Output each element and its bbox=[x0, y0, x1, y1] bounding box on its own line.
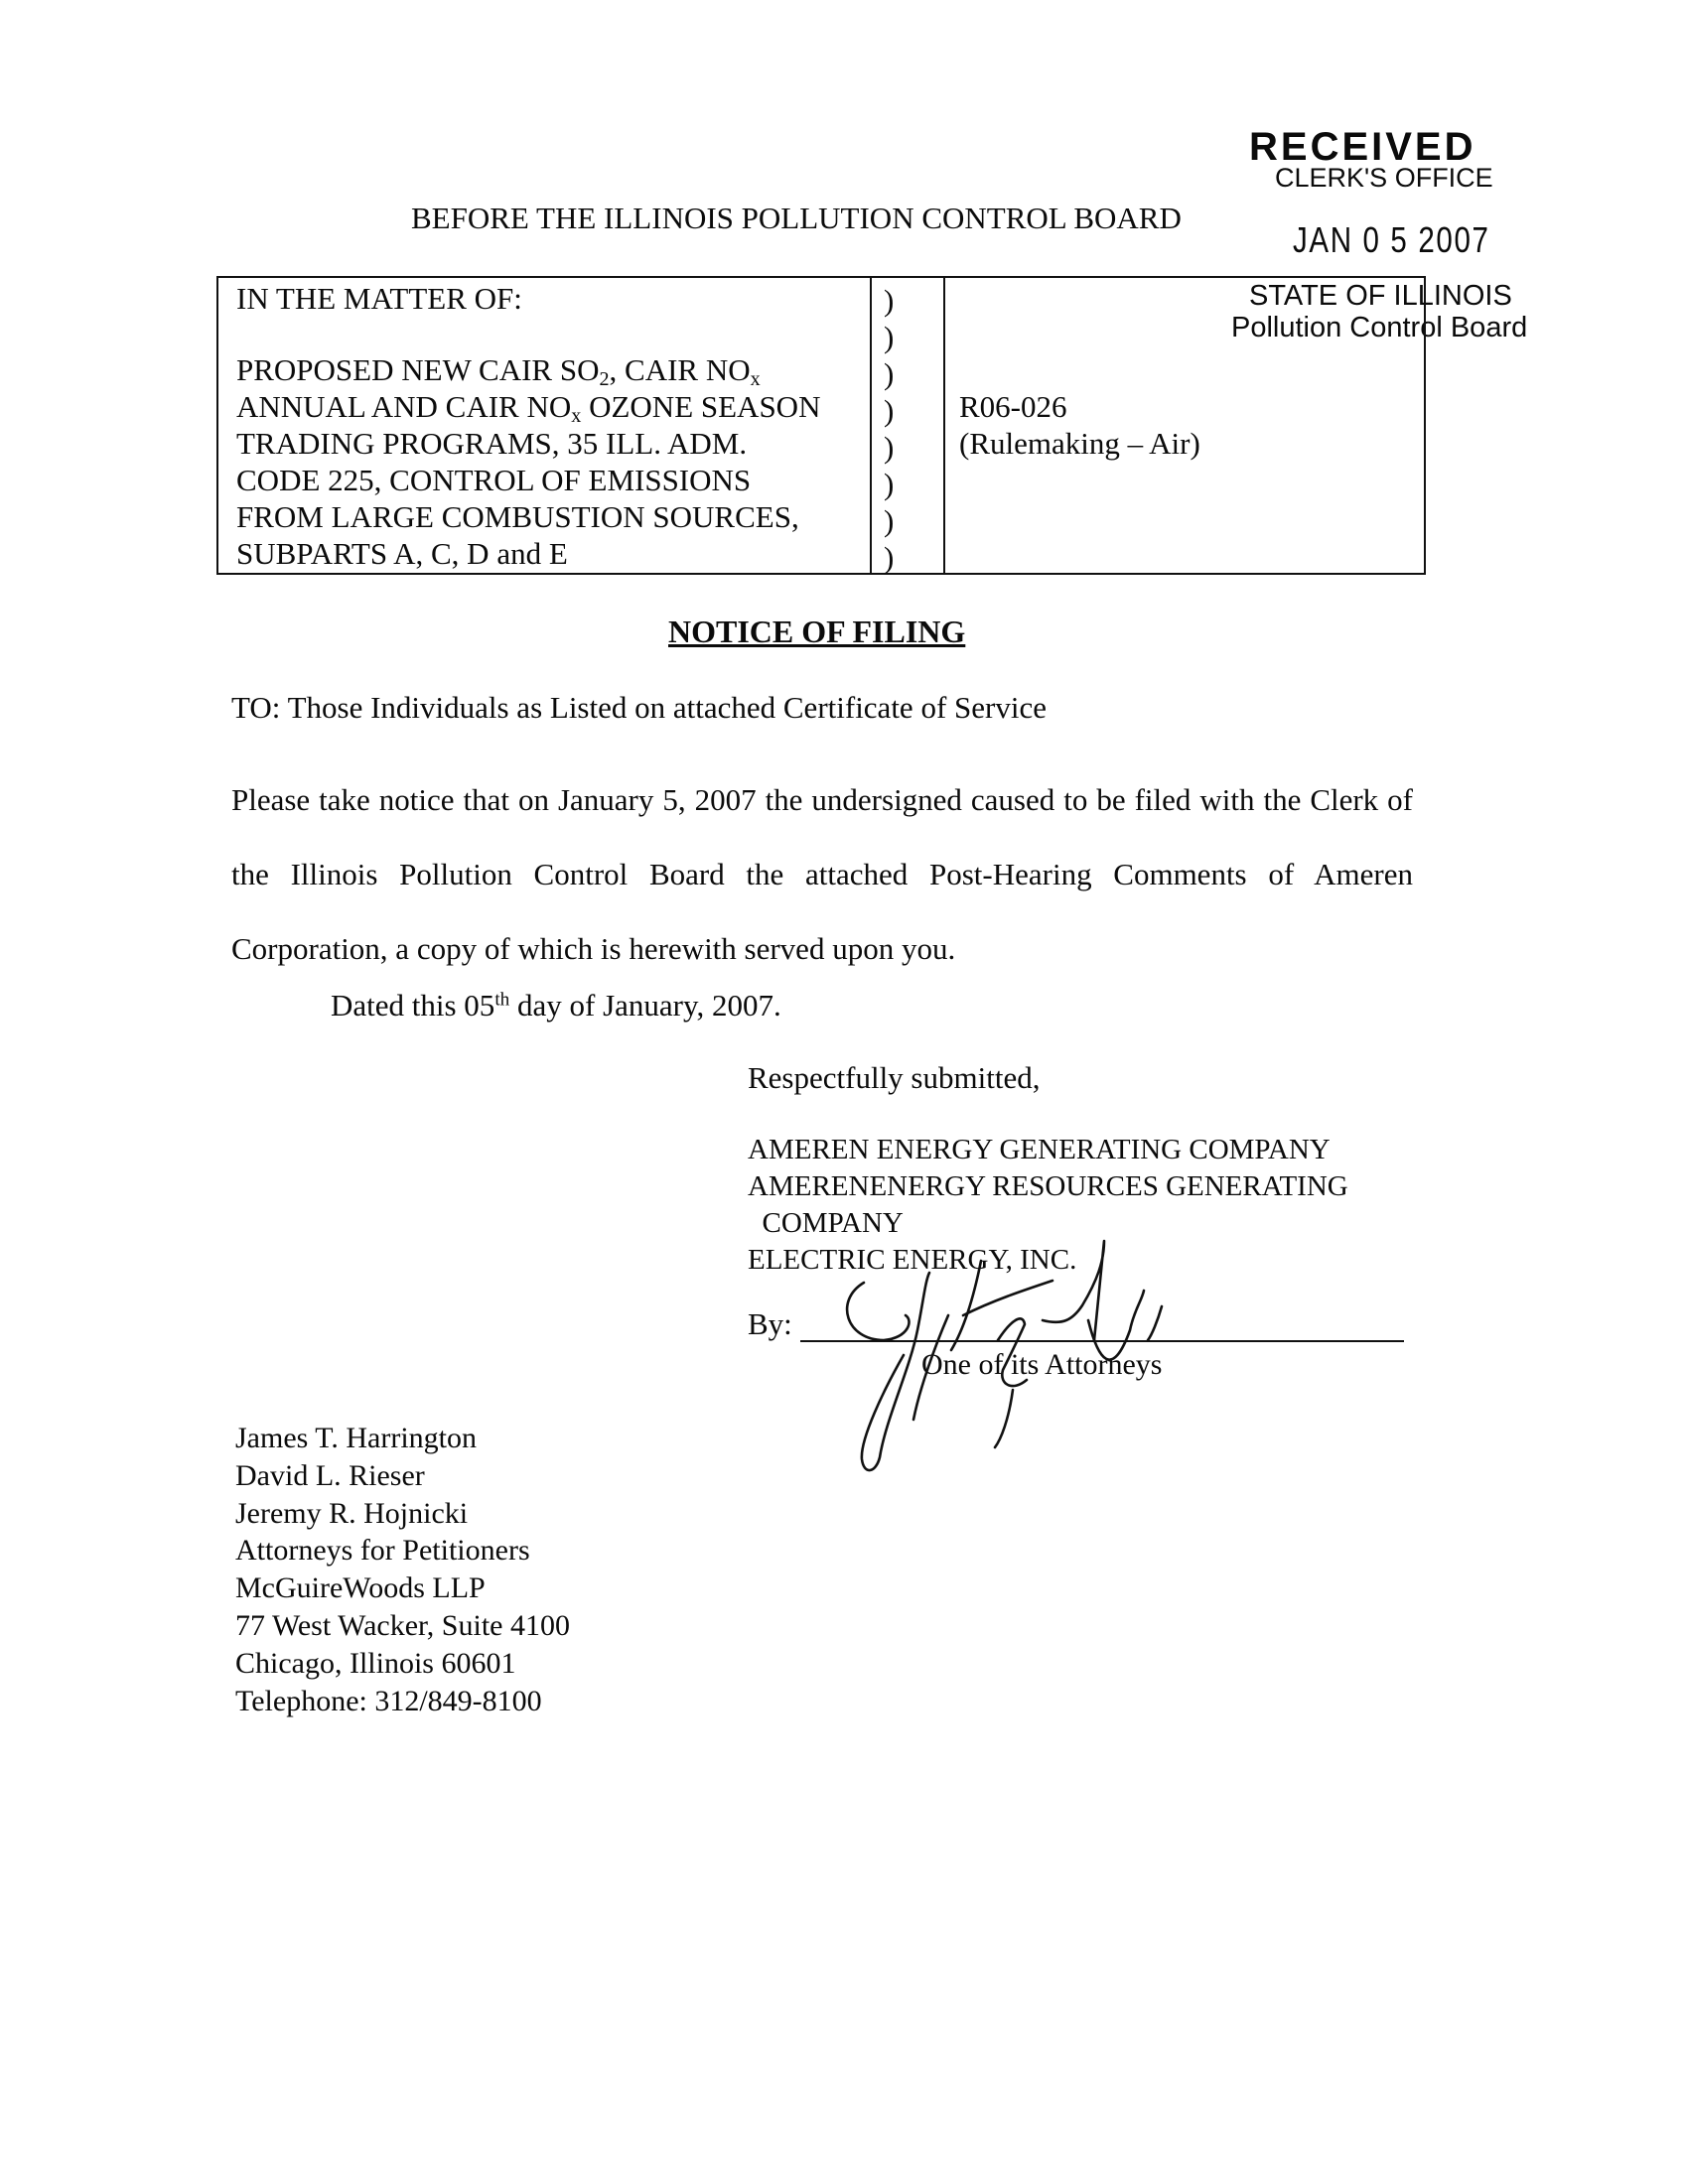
caption-paren: ) bbox=[884, 320, 895, 354]
caption-line-2: ANNUAL AND CAIR $NO_x$ OZONE SEASON bbox=[236, 389, 821, 428]
stamp-board: Pollution Control Board bbox=[1231, 312, 1528, 343]
caption-line-5: FROM LARGE COMBUSTION SOURCES, bbox=[236, 499, 799, 534]
docket-number: R06-026 bbox=[959, 389, 1067, 424]
caption-paren: ) bbox=[884, 283, 895, 318]
notice-title: NOTICE OF FILING bbox=[668, 614, 966, 649]
docket-type: (Rulemaking – Air) bbox=[959, 426, 1200, 461]
caption-paren: ) bbox=[884, 503, 895, 538]
attorney-line: McGuireWoods LLP bbox=[235, 1571, 486, 1605]
attorney-line: 77 West Wacker, Suite 4100 bbox=[235, 1608, 570, 1642]
caption-line-4: CODE 225, CONTROL OF EMISSIONS bbox=[236, 463, 752, 497]
attorney-line: James T. Harrington bbox=[235, 1422, 478, 1454]
handwritten-signature bbox=[814, 1221, 1251, 1479]
dated-line: Dated this 05th day of January, 2007. bbox=[331, 988, 781, 1023]
to-line: TO: Those Individuals as Listed on attached Certificate of Service bbox=[231, 690, 1047, 725]
stamp-received: RECEIVED bbox=[1249, 125, 1476, 169]
stamp-state: STATE OF ILLINOIS bbox=[1249, 280, 1512, 312]
caption-divider-right bbox=[943, 278, 945, 573]
signature-caption: One of its Attorneys bbox=[921, 1348, 1163, 1381]
caption-in-the-matter: IN THE MATTER OF: bbox=[236, 281, 522, 316]
caption-paren: ) bbox=[884, 393, 895, 428]
caption-paren: ) bbox=[884, 540, 895, 575]
respectfully-submitted: Respectfully submitted, bbox=[748, 1060, 1041, 1095]
company-name: AMEREN ENERGY GENERATING COMPANY bbox=[748, 1134, 1331, 1165]
stamp-clerks-office: CLERK'S OFFICE bbox=[1275, 163, 1493, 193]
case-caption bbox=[216, 276, 1426, 575]
caption-line-3: TRADING PROGRAMS, 35 ILL. ADM. bbox=[236, 426, 748, 461]
caption-paren: ) bbox=[884, 467, 895, 501]
notice-body: Please take notice that on January 5, 2007 the undersigned caused to be filed with the Clerk of the Illinois Pollution Control Board the attached Post-Hearing Comments of Ameren Corporation, a copy of which is herewith served upon you. bbox=[231, 782, 1413, 966]
attorney-line: Telephone: 312/849-8100 bbox=[235, 1684, 542, 1717]
attorney-line: David L. Rieser bbox=[235, 1458, 425, 1492]
caption-paren: ) bbox=[884, 430, 895, 465]
caption-line-1: PROPOSED NEW CAIR $SO_2$, CAIR $NO_x$ bbox=[236, 352, 761, 391]
attorney-line: Attorneys for Petitioners bbox=[235, 1534, 530, 1568]
attorney-line: Jeremy R. Hojnicki bbox=[235, 1496, 469, 1530]
caption-paren: ) bbox=[884, 356, 895, 391]
company-name: COMPANY bbox=[748, 1207, 904, 1239]
company-name: ELECTRIC ENERGY, INC. bbox=[748, 1244, 1077, 1276]
company-name: AMERENENERGY RESOURCES GENERATING bbox=[748, 1170, 1348, 1202]
caption-line-6: SUBPARTS A, C, D and E bbox=[236, 536, 568, 571]
caption-divider-left bbox=[870, 278, 872, 573]
document-heading: BEFORE THE ILLINOIS POLLUTION CONTROL BOARD bbox=[411, 201, 1182, 235]
stamp-date: JAN 0 5 2007 bbox=[1293, 219, 1490, 260]
attorney-line: Chicago, Illinois 60601 bbox=[235, 1646, 516, 1680]
attorney-block bbox=[235, 1420, 570, 1719]
by-label: By: bbox=[748, 1306, 792, 1341]
